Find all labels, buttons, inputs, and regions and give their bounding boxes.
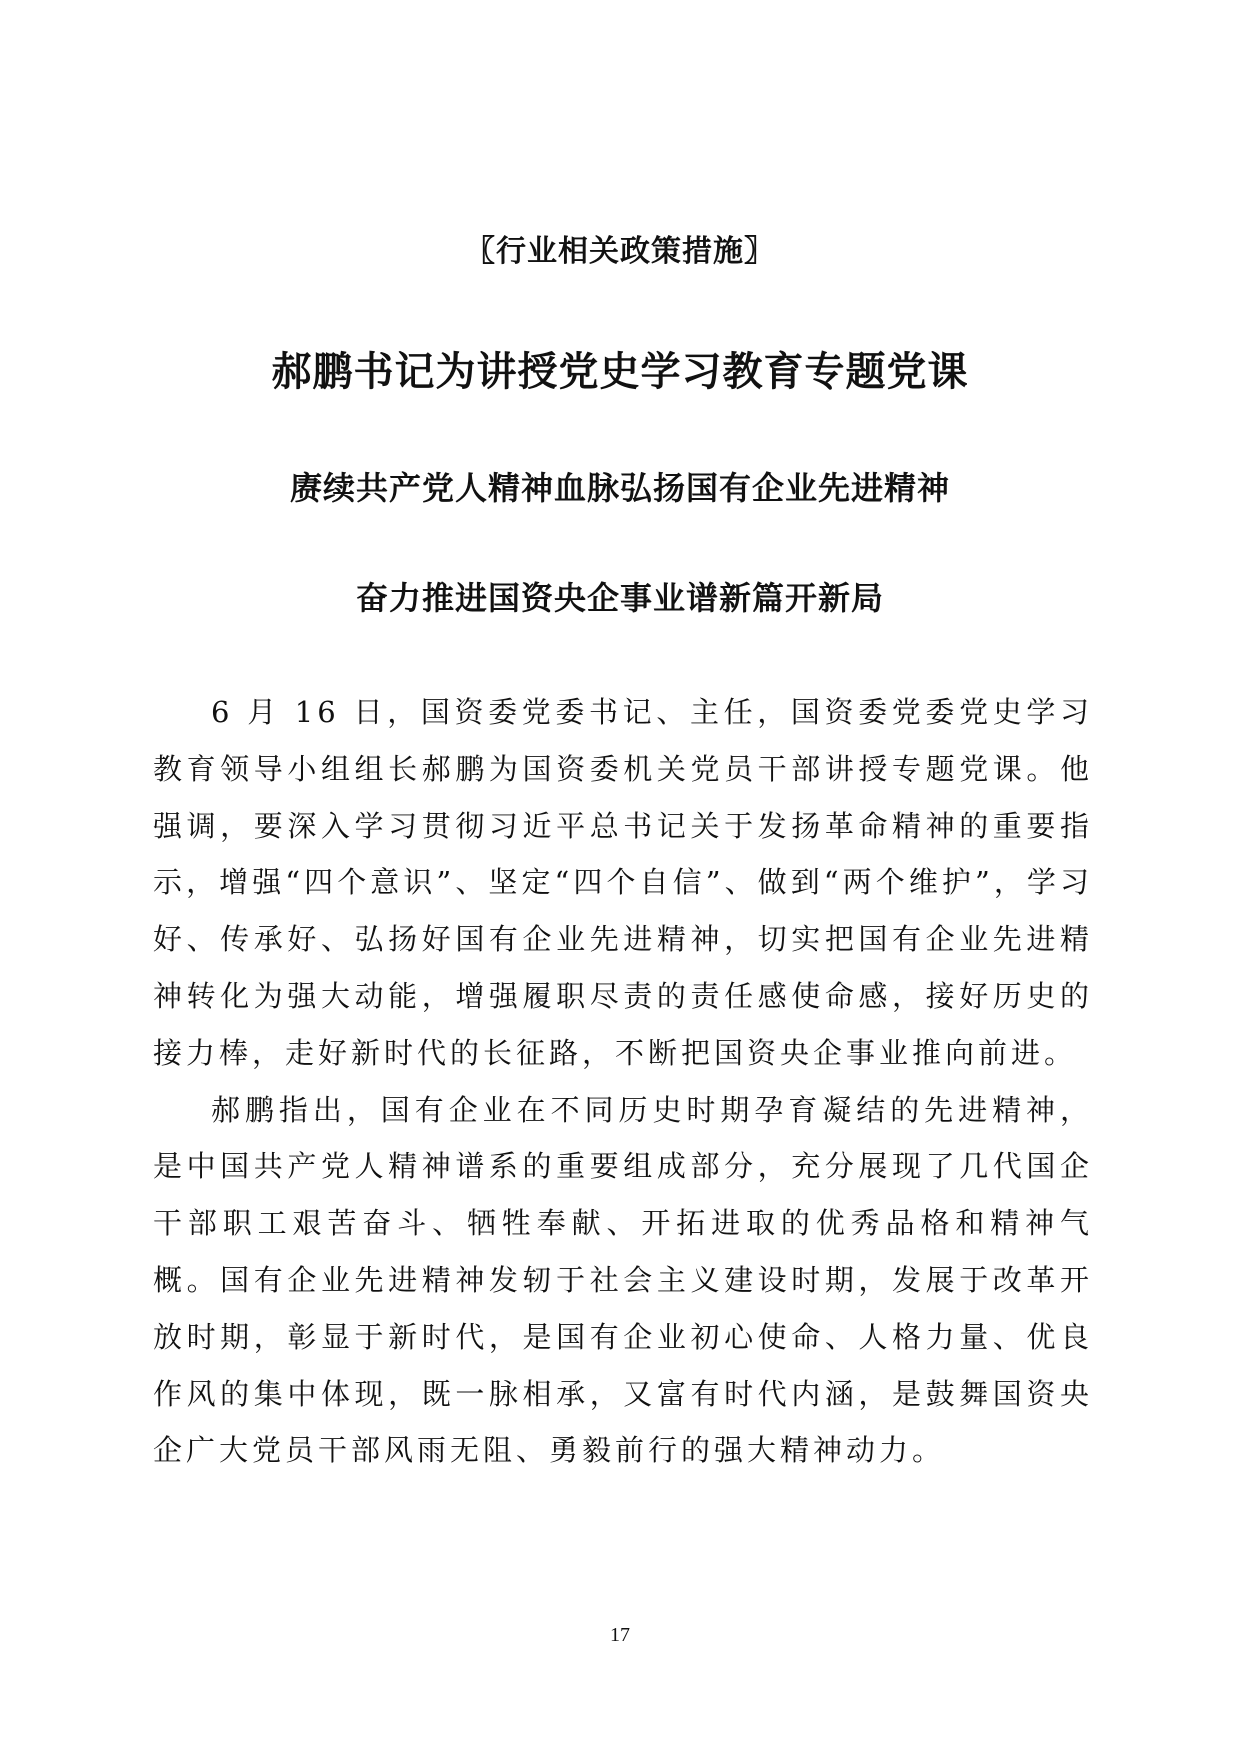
body-paragraph-2: 郝鹏指出，国有企业在不同历史时期孕育凝结的先进精神，是中国共产党人精神谱系的重要组成部分，充分展现了几代国企干部职工艰苦奋斗、牺牲奉献、开拓进取的优秀品格和精神气概。国有企业先进精神发轫于社会主义建设时期，发展于改革开放时期，彰显于新时代，是国有企业初心使命、人格力量、优良作风的集中体现，既一脉相承，又富有时代内涵，是鼓舞国资央企广大党员干部风雨无阻、勇毅前行的强大精神动力。 (153, 1092, 1093, 1468)
page-number: 17 (610, 1624, 630, 1646)
article-title: 郝鹏书记为讲授党史学习教育专题党课 (271, 349, 969, 395)
article-body (153, 684, 1093, 1479)
section-tag: 〖行业相关政策措施〗 (465, 234, 775, 269)
article-subtitle-1: 赓续共产党人精神血脉弘扬国有企业先进精神 (289, 469, 950, 507)
article-subtitle-2: 奋力推进国资央企事业谱新篇开新局 (355, 579, 884, 617)
body-paragraph-1: 6 月 16 日，国资委党委书记、主任，国资委党委党史学习教育领导小组组长郝鹏为国资委机关党员干部讲授专题党课。他强调，要深入学习贯彻习近平总书记关于发扬革命精神的重要指示，增强“四个意识”、坚定“四个自信”、做到“两个维护”，学习好、传承好、弘扬好国有企业先进精神，切实把国有企业先进精神转化为强大动能，增强履职尽责的责任感使命感，接好历史的接力棒，走好新时代的长征路，不断把国资央企事业推向前进。 (153, 695, 1093, 1070)
